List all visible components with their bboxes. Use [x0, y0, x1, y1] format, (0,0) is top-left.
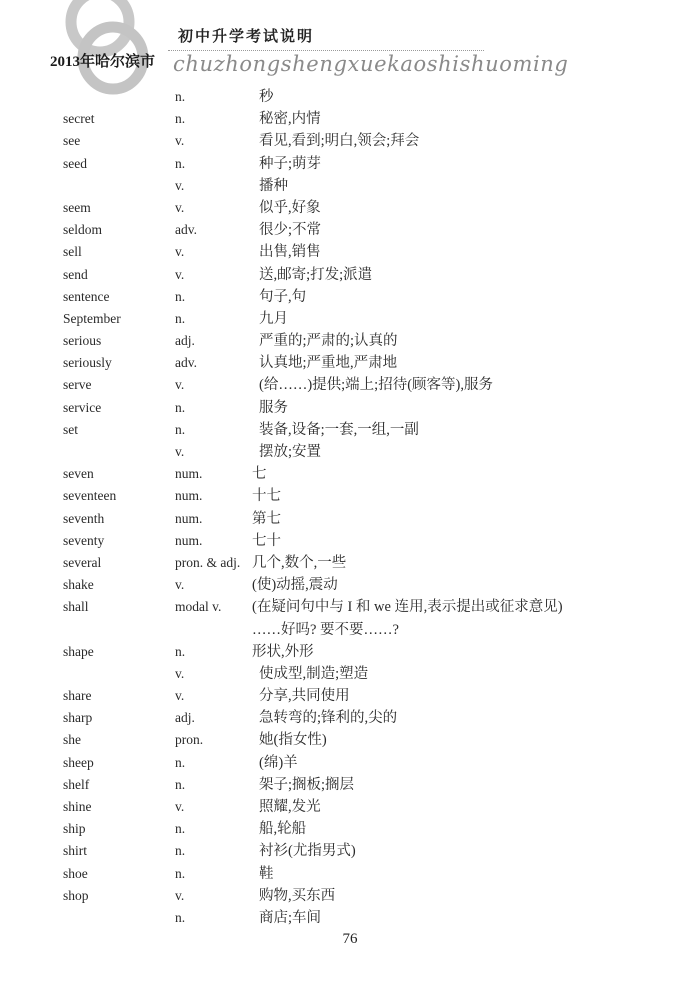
entry-pos: n. — [175, 155, 186, 171]
entry-word: set — [63, 421, 78, 437]
entry-definition: 衬衫(尤指男式) — [259, 843, 356, 860]
entry-word: shop — [63, 887, 89, 903]
entry-definition: 形状,外形 — [252, 643, 314, 660]
entry-word: she — [63, 732, 81, 748]
list-item — [0, 574, 700, 596]
entry-pos: adv. — [175, 222, 197, 238]
book-title: 初中升学考试说明 — [178, 27, 315, 45]
entry-definition: 摆放;安置 — [259, 444, 322, 460]
list-item — [0, 463, 700, 485]
entry-pos: n. — [175, 821, 186, 837]
list-item — [0, 818, 700, 840]
entry-definition: 照耀,发光 — [259, 799, 321, 815]
entry-pos: num. — [175, 488, 203, 504]
list-item — [0, 397, 700, 419]
entry-word: see — [63, 133, 81, 149]
entry-pos: v. — [175, 199, 185, 215]
entry-definition: 十七 — [252, 488, 281, 505]
entry-definition: 购物,买东西 — [259, 887, 336, 904]
entry-word: seven — [63, 466, 94, 482]
entry-definition: 船,轮船 — [259, 821, 307, 838]
entry-pos: adv. — [175, 355, 197, 371]
list-item — [0, 863, 700, 885]
entry-definition: 鞋 — [259, 865, 274, 882]
entry-pos: adj. — [175, 333, 195, 349]
list-item — [0, 441, 700, 463]
list-item — [0, 752, 700, 774]
list-item — [0, 219, 700, 241]
entry-definition: (绵)羊 — [259, 754, 298, 771]
list-item — [0, 641, 700, 663]
entry-word: sharp — [63, 710, 93, 726]
entry-definition: 分享,共同使用 — [259, 688, 350, 705]
entry-word: seriously — [63, 355, 112, 371]
entry-pos: n. — [175, 89, 186, 104]
list-item — [0, 774, 700, 796]
entry-word: shape — [63, 643, 94, 659]
entry-definition: 使成型,制造;塑造 — [259, 665, 369, 682]
entry-definition: 急转弯的;锋利的,尖的 — [259, 710, 398, 727]
list-item — [0, 707, 700, 729]
entry-definition: 架子;搁板;搁层 — [259, 776, 355, 793]
list-item — [0, 153, 700, 175]
page-number: 76 — [342, 931, 358, 947]
entry-definition: 看见,看到;明白,领会;拜会 — [259, 133, 420, 150]
entry-word: September — [63, 310, 121, 326]
entry-pos: v. — [175, 799, 185, 814]
entry-word: seed — [63, 155, 87, 171]
entry-definition: 七 — [252, 466, 267, 483]
list-item — [0, 264, 700, 286]
entry-definition: 严重的;严肃的;认真的 — [259, 333, 398, 350]
entry-pos: n. — [175, 843, 186, 859]
entry-word: serve — [63, 377, 92, 393]
entry-definition: 句子,句 — [259, 288, 307, 305]
entry-pos: num. — [175, 510, 203, 526]
list-item — [0, 508, 700, 530]
list-item — [0, 796, 700, 818]
entry-pos: adj. — [175, 710, 195, 726]
entry-definition: 装备,设备;一套,一组,一副 — [259, 421, 419, 438]
list-item — [0, 308, 700, 330]
list-item — [0, 374, 700, 396]
entry-pos: n. — [175, 288, 186, 304]
entry-pos: modal v. — [175, 599, 222, 615]
list-item — [0, 530, 700, 552]
entry-pos: v. — [175, 244, 185, 260]
entry-pos: v. — [175, 887, 185, 903]
entry-pos: num. — [175, 466, 203, 482]
entry-pos: n. — [175, 399, 186, 415]
entry-definition: 认真地;严重地,严肃地 — [259, 355, 398, 372]
entry-definition: 商店;车间 — [259, 909, 322, 926]
entry-word: seventeen — [63, 488, 117, 504]
pinyin-subtitle: chuzhongshengxuekaoshishuoming — [173, 52, 569, 76]
list-item — [0, 419, 700, 441]
list-item — [0, 663, 700, 685]
entry-definition: ……好吗? 要不要……? — [252, 621, 399, 638]
list-item — [0, 596, 700, 618]
entry-word: serious — [63, 333, 102, 349]
list-item — [0, 108, 700, 130]
list-item — [0, 907, 700, 929]
entry-pos: num. — [175, 532, 203, 548]
list-item — [0, 330, 700, 352]
list-item — [0, 286, 700, 308]
entry-pos: v. — [175, 665, 185, 681]
entry-word: sheep — [63, 754, 94, 770]
entry-word: secret — [63, 111, 95, 127]
list-item — [0, 485, 700, 507]
entry-word: shine — [63, 799, 92, 814]
entry-definition: 似乎,好象 — [259, 199, 321, 216]
entry-definition: 种子;萌芽 — [259, 155, 322, 172]
entry-word: sentence — [63, 288, 110, 304]
entry-word: ship — [63, 821, 86, 837]
entry-pos: n. — [175, 421, 186, 437]
entry-definition: 播种 — [259, 177, 288, 194]
list-item — [0, 241, 700, 263]
entry-definition: 几个,数个,一些 — [252, 554, 347, 571]
entry-word: shirt — [63, 843, 88, 859]
entry-word: send — [63, 266, 88, 282]
entry-definition: 服务 — [259, 399, 288, 416]
entry-word: seldom — [63, 222, 102, 238]
entry-word: several — [63, 554, 102, 570]
entry-word: shoe — [63, 865, 88, 881]
list-item — [0, 685, 700, 707]
list-item — [0, 352, 700, 374]
entry-pos: pron. & adj. — [175, 554, 241, 570]
entry-word: shelf — [63, 776, 90, 792]
entry-pos: v. — [175, 177, 185, 193]
entry-word: seem — [63, 199, 91, 215]
entry-pos: n. — [175, 310, 186, 326]
entry-definition: (使)动摇,震动 — [252, 577, 338, 594]
list-item — [0, 197, 700, 219]
entry-pos: v. — [175, 377, 185, 393]
entry-pos: n. — [175, 909, 186, 925]
entry-pos: n. — [175, 754, 186, 770]
entry-word: sell — [63, 244, 82, 260]
entry-word: shall — [63, 599, 89, 615]
list-item — [0, 175, 700, 197]
list-item — [0, 86, 700, 108]
list-item — [0, 885, 700, 907]
header-divider — [168, 50, 484, 51]
list-item — [0, 130, 700, 152]
entry-word: service — [63, 399, 102, 415]
entry-pos: n. — [175, 865, 186, 881]
entry-definition: (给……)提供;端上;招待(顾客等),服务 — [259, 377, 493, 394]
entry-pos: v. — [175, 577, 185, 593]
entry-pos: v. — [175, 266, 185, 282]
entry-definition: 很少;不常 — [259, 222, 322, 239]
entry-word: seventh — [63, 510, 105, 526]
entry-definition: 秘密,内情 — [259, 111, 321, 128]
list-item — [0, 729, 700, 751]
entry-word: share — [63, 688, 92, 704]
entry-pos: v. — [175, 444, 185, 459]
entry-definition: 送,邮寄;打发;派遣 — [259, 266, 373, 283]
entry-pos: v. — [175, 133, 185, 149]
list-item — [0, 552, 700, 574]
entry-definition: 九月 — [259, 310, 288, 327]
entry-pos: n. — [175, 111, 186, 127]
entry-definition: 秒 — [259, 89, 274, 105]
entry-definition: 七十 — [252, 532, 281, 549]
entry-definition: (在疑问句中与 I 和 we 连用,表示提出或征求意见) — [252, 599, 563, 616]
entry-pos: n. — [175, 776, 186, 792]
entry-definition: 第七 — [252, 510, 281, 527]
vocabulary-list — [0, 86, 700, 929]
entry-pos: n. — [175, 643, 186, 659]
entry-word: shake — [63, 577, 94, 593]
entry-definition: 她(指女性) — [259, 732, 327, 749]
list-item — [0, 619, 700, 641]
entry-pos: v. — [175, 688, 185, 704]
entry-definition: 出售,销售 — [259, 244, 321, 261]
entry-word: seventy — [63, 532, 105, 548]
list-item — [0, 840, 700, 862]
city-year-label: 2013年哈尔滨市 — [50, 54, 156, 70]
entry-pos: pron. — [175, 732, 204, 748]
